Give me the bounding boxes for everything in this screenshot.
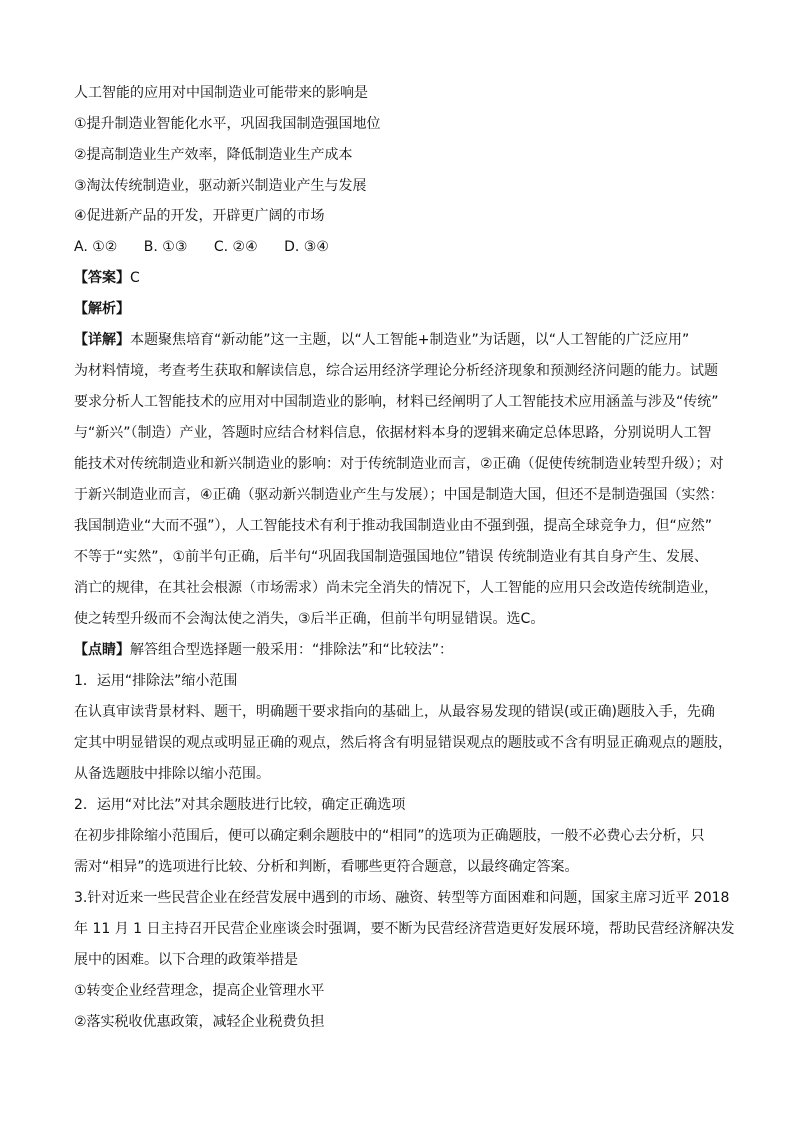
- detail-line-6: 于新兴制造业而言，④正确（驱动新兴制造业产生与发展）；中国是制造大国，但还不是制造强国（实然：: [74, 487, 724, 503]
- q3-line-1: 3.针对近来一些民营企业在经营发展中遇到的市场、融资、转型等方面困难和问题，国家主席习近平 2018: [74, 890, 730, 906]
- q3-statement-1: ①转变企业经营理念，提高企业管理水平: [74, 983, 325, 999]
- detail-line-10: 使之转型升级而不会淘汰使之消失，③后半正确，但前半句明显错误。选C。: [74, 611, 545, 627]
- detail-line-4: 与“新兴”（制造）产业，答题时应结合材料信息，依据材料本身的逻辑来确定总体思路，分别说明人工智: [74, 425, 712, 441]
- tip-text: 解答组合型选择题一般采用：“排除法”和“比较法”：: [130, 642, 454, 658]
- method1-title: 1．运用“排除法”缩小范围: [74, 673, 238, 689]
- answer-line: [74, 268, 140, 288]
- q3-line-3: 展中的困难。以下合理的政策举措是: [74, 952, 298, 968]
- answer-value: C: [130, 270, 140, 286]
- method2-title: 2．运用“对比法”对其余题肢进行比较，确定正确选项: [74, 797, 406, 813]
- detail-line-8: 不等于“实然”，①前半句正确，后半句“巩固我国制造强国地位”错误 传统制造业有其自身产生、发展、: [74, 549, 709, 565]
- detail-line-1: [74, 330, 689, 350]
- option-a: A. ①②: [74, 239, 118, 255]
- method1-line-1: 在认真审读背景材料、题干，明确题干要求指向的基础上，从最容易发现的错误(或正确)题肢入手，先确: [74, 704, 715, 720]
- method2-line-1: 在初步排除缩小范围后，便可以确定剩余题肢中的“相同”的选项为正确题肢，一般不必费心去分析，只: [74, 828, 705, 844]
- detail-text-1: 本题聚焦培育“新动能”这一主题，以“人工智能+制造业”为话题，以“人工智能的广泛应用”: [130, 332, 690, 348]
- tip-label: 【点睛】: [74, 642, 130, 658]
- method2-line-2: 需对“相异”的选项进行比较、分析和判断，看哪些更符合题意，以最终确定答案。: [74, 859, 579, 875]
- q3-statement-2: ②落实税收优惠政策，减轻企业税费负担: [74, 1014, 325, 1030]
- detail-line-3: 要求分析人工智能技术的应用对中国制造业的影响，材料已经阐明了人工智能技术应用涵盖与涉及“传统”: [74, 394, 719, 410]
- option-d: D. ③④: [284, 239, 329, 255]
- detail-line-7: 我国制造业“大而不强”），人工智能技术有利于推动我国制造业由不强到强，提高全球竞争力，但“应然”: [74, 518, 713, 534]
- detail-line-5: 能技术对传统制造业和新兴制造业的影响：对于传统制造业而言，②正确（促使传统制造业转型升级）；对: [74, 456, 724, 472]
- option-b: B. ①③: [143, 239, 188, 255]
- statement-4: ④促进新产品的开发，开辟更广阔的市场: [74, 208, 325, 224]
- answer-options: [74, 237, 351, 257]
- answer-label: 【答案】: [74, 270, 130, 286]
- statement-3: ③淘汰传统制造业，驱动新兴制造业产生与发展: [74, 178, 367, 194]
- analysis-label: 【解析】: [74, 301, 130, 317]
- detail-label: 【详解】: [74, 332, 130, 348]
- method1-line-3: 从备选题肢中排除以缩小范围。: [74, 766, 270, 782]
- tip-line: [74, 640, 453, 660]
- detail-line-9: 消亡的规律，在其社会根源（市场需求）尚未完全消失的情况下，人工智能的应用只会改造传统制造业，: [74, 580, 718, 596]
- option-c: C. ②④: [213, 239, 258, 255]
- detail-line-2: 为材料情境，考查考生获取和解读信息，综合运用经济学理论分析经济现象和预测经济问题的能力。试题: [74, 363, 718, 379]
- question-stem: 人工智能的应用对中国制造业可能带来的影响是: [74, 85, 368, 101]
- q3-line-2: 年 11 月 1 日主持召开民营企业座谈会时强调，要不断为民营经济营造更好发展环境，帮助民营经济解决发: [74, 921, 735, 937]
- method1-line-2: 定其中明显错误的观点或明显正确的观点，然后将含有明显错误观点的题肢或不含有明显正确观点的题肢，: [74, 735, 732, 751]
- statement-1: ①提升制造业智能化水平，巩固我国制造强国地位: [74, 116, 381, 132]
- statement-2: ②提高制造业生产效率，降低制造业生产成本: [74, 147, 353, 163]
